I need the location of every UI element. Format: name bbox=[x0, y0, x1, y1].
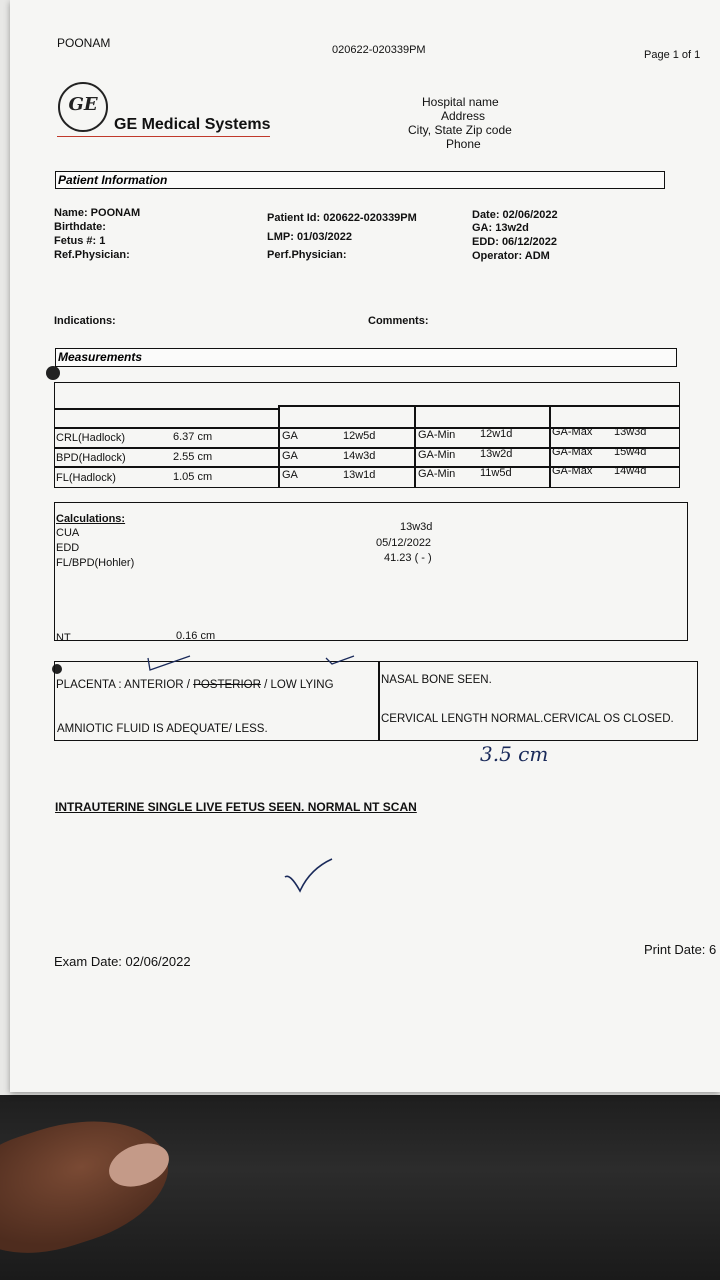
table-line bbox=[414, 405, 416, 487]
edd-label: EDD bbox=[56, 542, 80, 554]
table-line bbox=[278, 405, 280, 487]
nt-label: NT bbox=[56, 632, 71, 644]
ga-min-label: GA-Min bbox=[418, 429, 456, 441]
placenta-finding bbox=[56, 679, 334, 691]
ga-max-label: GA-Max bbox=[552, 465, 593, 477]
header-patient-name: POONAM bbox=[57, 36, 111, 50]
edd-field: EDD: 06/12/2022 bbox=[472, 236, 557, 248]
ga-min-value: 11w5d bbox=[480, 467, 512, 479]
ga-max-value: 15w4d bbox=[614, 446, 647, 458]
measurement-value: 1.05 cm bbox=[173, 471, 213, 483]
punch-hole bbox=[46, 366, 60, 380]
ge-logo-icon bbox=[58, 82, 108, 132]
record-code: 020622-020339PM bbox=[332, 44, 426, 56]
print-date: Print Date: 6 bbox=[644, 942, 717, 957]
calculations-box bbox=[54, 502, 688, 641]
patient-name: Name: POONAM bbox=[54, 207, 141, 219]
ga-max-label: GA-Max bbox=[552, 426, 593, 438]
table-line bbox=[54, 408, 278, 410]
findings-divider bbox=[378, 662, 380, 740]
exam-date: Exam Date: 02/06/2022 bbox=[54, 954, 191, 969]
handwritten-ticks bbox=[140, 650, 370, 678]
birthdate: Birthdate: bbox=[54, 221, 106, 233]
table-line bbox=[549, 405, 551, 487]
ga-value: 13w1d bbox=[343, 469, 376, 481]
ratio-label: FL/BPD(Hohler) bbox=[56, 557, 135, 569]
edd-value: 05/12/2022 bbox=[376, 537, 432, 549]
impression: INTRAUTERINE SINGLE LIVE FETUS SEEN. NORMAL NT SCAN bbox=[55, 800, 417, 814]
nt-value: 0.16 cm bbox=[176, 630, 216, 642]
measurements-title: Measurements bbox=[58, 350, 143, 364]
company-name: GE Medical Systems bbox=[114, 116, 271, 133]
ga-min-value: 12w1d bbox=[480, 428, 513, 440]
measurements-header bbox=[55, 348, 677, 367]
ga-value: 14w3d bbox=[343, 450, 376, 462]
ga-min-value: 13w2d bbox=[480, 448, 513, 460]
placenta-suffix: / LOW LYING bbox=[260, 679, 334, 691]
nasal-bone-finding: NASAL BONE SEEN. bbox=[381, 674, 492, 686]
measurement-name: FL(Hadlock) bbox=[56, 472, 116, 484]
indications-label: Indications: bbox=[54, 315, 116, 327]
patient-info-header bbox=[55, 171, 665, 189]
handwritten-checkmark bbox=[280, 855, 340, 897]
exam-date-field: Date: 02/06/2022 bbox=[472, 209, 558, 221]
measurement-value: 6.37 cm bbox=[173, 431, 213, 443]
fetus-number: Fetus #: 1 bbox=[54, 235, 106, 247]
ratio-value: 41.23 ( - ) bbox=[384, 552, 432, 564]
page-label: Page 1 of 1 bbox=[644, 49, 701, 61]
ga-value: 12w5d bbox=[343, 430, 376, 442]
cua-label: CUA bbox=[56, 527, 80, 539]
comments-label: Comments: bbox=[368, 315, 429, 327]
ga-min-label: GA-Min bbox=[418, 468, 456, 480]
handwritten-cervical-length: 3.5 cm bbox=[480, 742, 549, 766]
ga-max-label: GA-Max bbox=[552, 446, 593, 458]
ref-physician: Ref.Physician: bbox=[54, 249, 130, 261]
perf-physician: Perf.Physician: bbox=[267, 249, 347, 261]
measurement-name: BPD(Hadlock) bbox=[56, 452, 126, 464]
logo-monogram: GE bbox=[68, 94, 98, 115]
hospital-address: Address bbox=[441, 109, 486, 123]
patient-id: Patient Id: 020622-020339PM bbox=[267, 212, 417, 224]
hospital-name: Hospital name bbox=[422, 95, 499, 109]
logo-underline bbox=[57, 136, 270, 137]
lmp: LMP: 01/03/2022 bbox=[267, 231, 352, 243]
cua-value: 13w3d bbox=[400, 521, 433, 533]
ga-label: GA bbox=[282, 450, 298, 462]
ga-max-value: 14w4d bbox=[614, 465, 647, 477]
ga-label: GA bbox=[282, 430, 298, 442]
amniotic-finding: AMNIOTIC FLUID IS ADEQUATE/ LESS. bbox=[57, 723, 268, 735]
measurement-name: CRL(Hadlock) bbox=[56, 432, 126, 444]
placenta-struck: POSTERIOR bbox=[193, 679, 261, 691]
hospital-city: City, State Zip code bbox=[408, 123, 512, 137]
ga-max-value: 13w3d bbox=[614, 426, 647, 438]
calculations-title: Calculations: bbox=[56, 513, 126, 525]
hospital-phone: Phone bbox=[446, 137, 481, 151]
patient-info-title: Patient Information bbox=[58, 173, 168, 187]
operator-field: Operator: ADM bbox=[472, 250, 550, 262]
cervical-finding: CERVICAL LENGTH NORMAL.CERVICAL OS CLOSED. bbox=[381, 713, 674, 725]
ga-field: GA: 13w2d bbox=[472, 222, 529, 234]
ga-min-label: GA-Min bbox=[418, 449, 456, 461]
table-line bbox=[278, 405, 680, 407]
measurement-value: 2.55 cm bbox=[173, 451, 213, 463]
ga-label: GA bbox=[282, 469, 298, 481]
placenta-prefix: PLACENTA : ANTERIOR / bbox=[56, 679, 194, 691]
